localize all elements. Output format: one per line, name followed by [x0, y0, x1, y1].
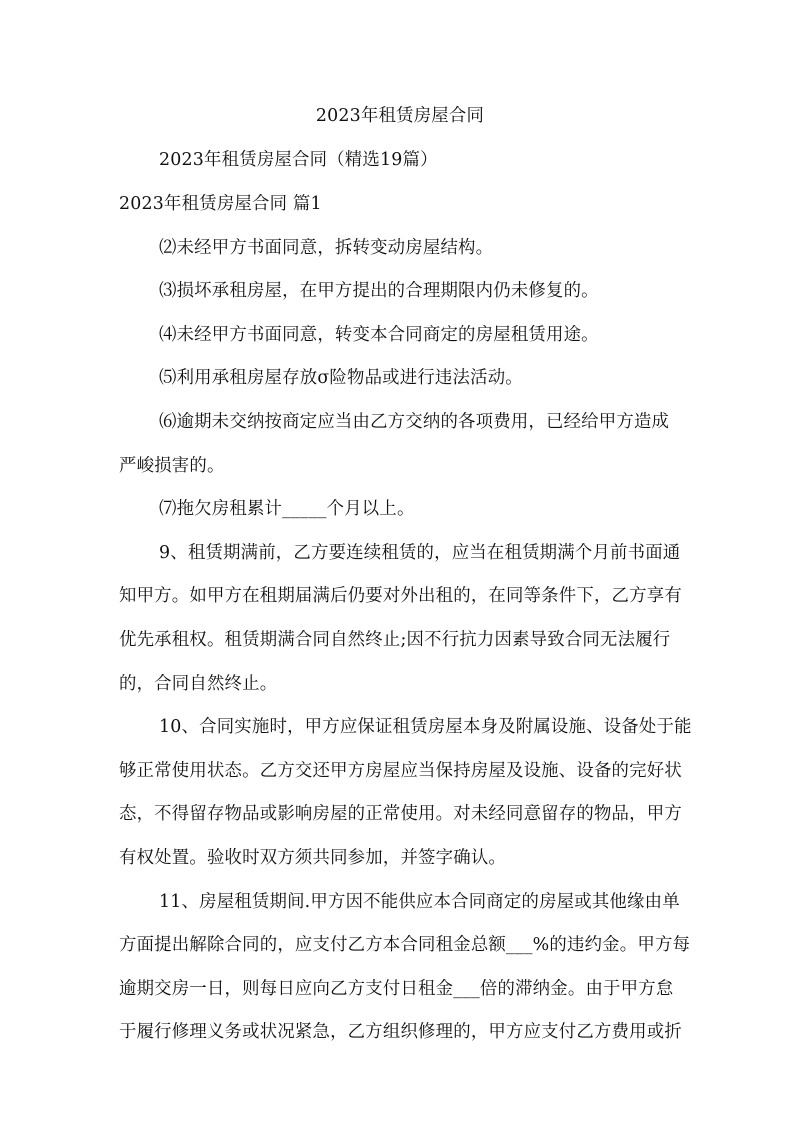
- paragraph-line: 11、房屋租赁期间.甲方因不能供应本合同商定的房屋或其他缘由单: [159, 892, 680, 912]
- section-heading: 2023年租赁房屋合同 篇1: [119, 194, 322, 214]
- paragraph-line: 的，合同自然终止。: [119, 674, 278, 694]
- document-subtitle: 2023年租赁房屋合同（精选19篇）: [159, 150, 438, 170]
- paragraph-line: ⑺拖欠房租累计_____个月以上。: [159, 499, 415, 519]
- paragraph-line: 逾期交房一日，则每日应向乙方支付日租金___倍的滞纳金。由于甲方怠: [119, 979, 674, 999]
- paragraph-line: ⑹逾期未交纳按商定应当由乙方交纳的各项费用，已经给甲方造成: [159, 412, 670, 432]
- paragraph-line: ⑶损坏承租房屋，在甲方提出的合理期限内仍未修复的。: [159, 281, 599, 301]
- paragraph-line: 优先承租权。租赁期满合同自然终止;因不行抗力因素导致合同无法履行: [119, 630, 671, 650]
- paragraph-line: 够正常使用状态。乙方交还甲方房屋应当保持房屋及设施、设备的完好状: [119, 761, 682, 781]
- paragraph-line: 方面提出解除合同的，应支付乙方本合同租金总额___%的违约金。甲方每: [119, 935, 691, 955]
- paragraph-line: 10、合同实施时，甲方应保证租赁房屋本身及附属设施、设备处于能: [159, 717, 692, 737]
- paragraph-line: ⑸利用承租房屋存放σ险物品或进行违法活动。: [159, 368, 523, 388]
- paragraph-line: 于履行修理义务或状况紧急，乙方组织修理的，甲方应支付乙方费用或折: [119, 1022, 682, 1042]
- paragraph-line: ⑷未经甲方书面同意，转变本合同商定的房屋租赁用途。: [159, 325, 599, 345]
- paragraph-line: 知甲方。如甲方在租期届满后仍要对外出租的，在同等条件下，乙方享有: [119, 586, 682, 606]
- document-title: 2023年租赁房屋合同: [315, 106, 485, 126]
- paragraph-line: 严峻损害的。: [119, 456, 225, 476]
- paragraph-line: 态，不得留存物品或影响房屋的正常使用。对未经同意留存的物品，甲方: [119, 804, 682, 824]
- paragraph-line: ⑵未经甲方书面同意，拆转变动房屋结构。: [159, 238, 494, 258]
- paragraph-line: 有权处置。验收时双方须共同参加，并签字确认。: [119, 848, 506, 868]
- paragraph-line: 9、租赁期满前，乙方要连续租赁的，应当在租赁期满个月前书面通: [159, 543, 681, 563]
